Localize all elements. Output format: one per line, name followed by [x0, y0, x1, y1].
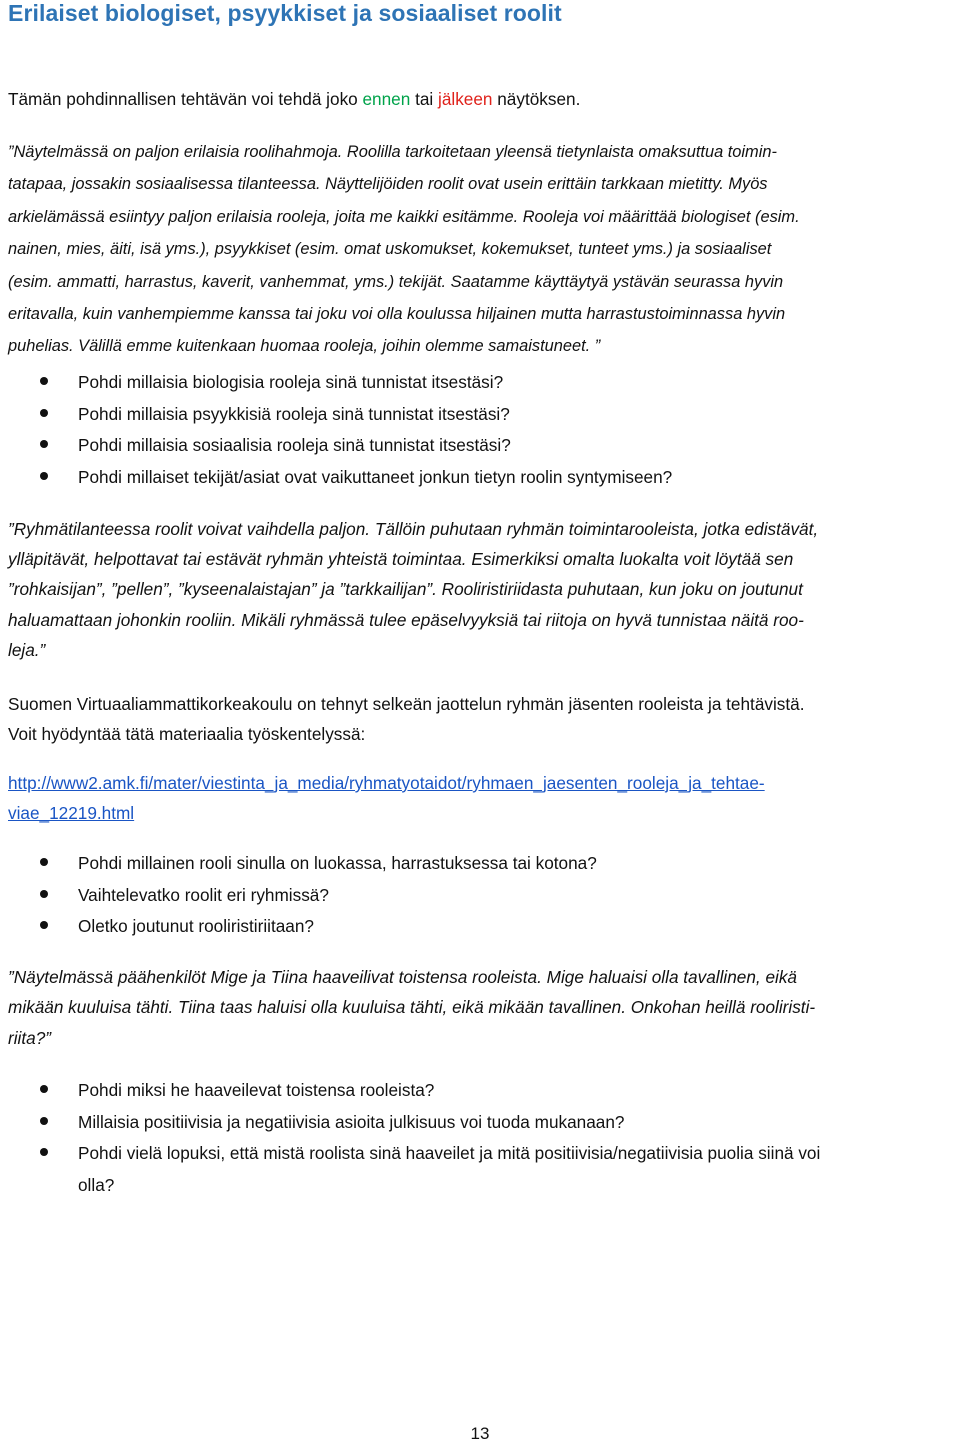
bullet-icon	[40, 1148, 48, 1156]
question-list-roles	[0, 367, 960, 493]
intro-paragraph	[8, 85, 958, 115]
quote-line: (esim. ammatti, harrastus, kaverit, vanhemmat, yms.) tekijät. Saatamme käyttäytyä ystävän seurassa hyvin	[8, 272, 784, 291]
bullet-icon	[40, 921, 48, 929]
intro-text: tai	[410, 89, 438, 109]
page-number: 13	[470, 1424, 490, 1443]
bullet-icon	[40, 409, 48, 417]
quote-line: ”rohkaisijan”, ”pellen”, ”kyseenalaistajan” ja ”tarkkailijan”. Rooliristiriidasta puhutaan, kun joku on joutunut	[8, 579, 803, 600]
bullet-icon	[40, 890, 48, 898]
bullet-icon	[40, 377, 48, 385]
list-item: Pohdi miksi he haaveilevat toistensa rooleista?	[0, 1075, 960, 1107]
quote-line: ”Näytelmässä päähenkilöt Mige ja Tiina haaveilivat toistensa rooleista. Mige haluaisi olla tavallinen, eikä	[8, 967, 797, 987]
intro-text: Tämän pohdinnallisen tehtävän voi tehdä joko	[8, 89, 363, 109]
quote-roles-intro	[8, 136, 958, 363]
list-item: Pohdi vielä lopuksi, että mistä roolista sinä haaveilet ja mitä positiivisia/negatiivisia puolia siinä voi	[0, 1138, 960, 1170]
list-item-continuation: olla?	[78, 1174, 115, 1195]
bullet-icon	[40, 858, 48, 866]
bullet-icon	[40, 1117, 48, 1125]
quote-line: mikään kuuluisa tähti. Tiina taas haluisi olla kuuluisa tähti, eikä mikään tavallinen. Onkohan heillä rooliristi-	[8, 997, 816, 1018]
list-item: Pohdi millaisia sosiaalisia rooleja sinä tunnistat itsestäsi?	[0, 430, 960, 462]
after-word: jälkeen	[438, 89, 493, 109]
quote-line: arkielämässä esiintyy paljon erilaisia rooleja, joita me kaikki esitämme. Rooleja voi määrittää biologiset (esim.	[8, 207, 800, 226]
quote-line: nainen, mies, äiti, isä yms.), psyykkiset (esim. omat uskomukset, kokemukset, tunteet yms.) ja sosiaaliset	[8, 240, 772, 259]
url-link-line[interactable]: http://www2.amk.fi/mater/viestinta_ja_media/ryhmatyotaidot/ryhmaen_jaesenten_rooleja_ja_tehtae-	[8, 773, 765, 793]
quote-line: ”Ryhmätilanteessa roolit voivat vaihdella paljon. Tällöin puhutaan ryhmän toimintarooleista, jotka edistävät,	[8, 519, 819, 539]
quote-mige-tiina	[8, 962, 958, 1053]
question-list-fame	[0, 1075, 960, 1201]
quote-line: ”Näytelmässä on paljon erilaisia roolihahmoja. Roolilla tarkoitetaan yleensä tietynlaista omaksuttua toimin-	[8, 143, 777, 161]
list-item: Pohdi millainen rooli sinulla on luokassa, harrastuksessa tai kotona?	[0, 848, 960, 880]
bullet-icon	[40, 440, 48, 448]
list-item: Millaisia positiivisia ja negatiivisia asioita julkisuus voi tuoda mukanaan?	[0, 1107, 960, 1139]
quote-line: puhelias. Välillä emme kuitenkaan huomaa rooleja, joihin olemme samaistuneet. ”	[8, 337, 601, 356]
list-item: Pohdi millaisia biologisia rooleja sinä tunnistat itsestäsi?	[0, 367, 960, 399]
quote-line: tatapaa, jossakin sosiaalisessa tilanteessa. Näyttelijöiden roolit ovat usein erittäin tarkkaan mietitty. Myös	[8, 175, 768, 194]
intro-text: näytöksen.	[492, 89, 581, 109]
quote-line: eritavalla, kuin vanhempiemme kanssa tai joku voi olla koulussa hiljainen mutta harrastustoiminnassa hyvin	[8, 305, 786, 324]
question-list-personal	[0, 848, 960, 943]
quote-line: ylläpitävät, helpottavat tai estävät ryhmän yhteistä toimintaa. Esimerkiksi omalta luokalta voit löytää sen	[8, 549, 794, 570]
bullet-icon	[40, 1085, 48, 1093]
page-title: Erilaiset biologiset, psyykkiset ja sosiaaliset roolit	[8, 0, 562, 26]
list-item: Pohdi millaiset tekijät/asiat ovat vaikuttaneet jonkun tietyn roolin syntymiseen?	[0, 462, 960, 494]
reference-link[interactable]	[8, 768, 958, 828]
before-word: ennen	[362, 89, 411, 109]
paragraph-line: Suomen Virtuaaliammattikorkeakoulu on tehnyt selkeän jaottelun ryhmän jäsenten rooleista ja tehtävistä.	[8, 694, 805, 714]
list-item: Oletko joutunut rooliristiriitaan?	[0, 911, 960, 943]
quote-group-roles	[8, 514, 958, 665]
quote-line: riita?”	[8, 1027, 51, 1048]
list-item: Vaihtelevatko roolit eri ryhmissä?	[0, 880, 960, 912]
quote-line: leja.”	[8, 639, 46, 660]
quote-line: haluamattaan johonkin rooliin. Mikäli ryhmässä tulee epäselvyyksiä tai riitoja on hyvä tunnistaa näitä roo-	[8, 609, 804, 630]
source-paragraph	[8, 689, 958, 749]
bullet-icon	[40, 472, 48, 480]
list-item: Pohdi millaisia psyykkisiä rooleja sinä tunnistat itsestäsi?	[0, 399, 960, 431]
url-link-line[interactable]: viae_12219.html	[8, 803, 135, 823]
paragraph-line: Voit hyödyntää tätä materiaalia työskentelyssä:	[8, 724, 366, 744]
